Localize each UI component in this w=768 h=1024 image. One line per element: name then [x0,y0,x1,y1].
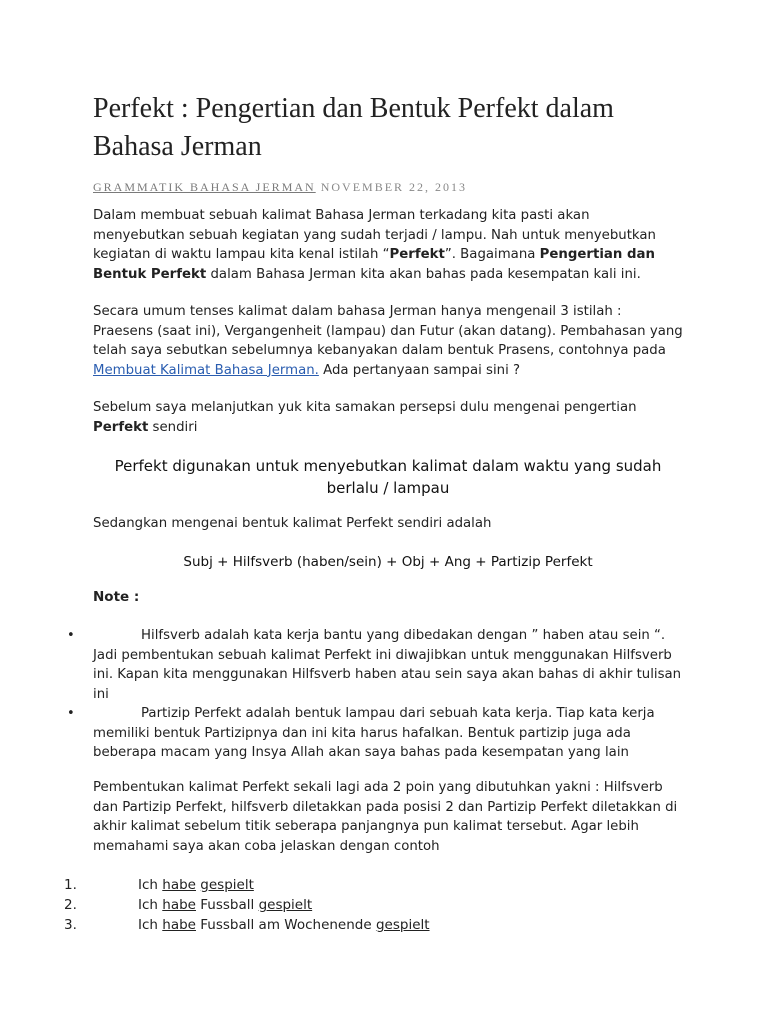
bullet-item [67,704,683,763]
example-subject: Ich [138,917,163,933]
example-subject: Ich [138,877,163,893]
example-number: 1. [64,877,77,893]
intro-text-2: ”. Bagaimana [444,247,540,262]
category-link[interactable]: GRAMMATIK BAHASA JERMAN [93,180,316,194]
tenses-text-1: Secara umum tenses kalimat dalam bahasa Jerman hanya mengenail 3 istilah : Praesens (saat ini), Vergangenheit (lampau) dan Futur (akan datang). Pembahasan yang telah saya sebutkan sebelumnya kebanyakan dalam bentuk Prasens, contohnya pada [93,304,683,358]
bullet-dot-icon: • [67,706,75,721]
example-hilfsverb: habe [162,917,196,933]
intro-bold-1: Perfekt [389,247,445,262]
note-bullets [67,626,683,763]
intro-bold-2: Pengertian dan Bentuk Perfekt [93,247,655,282]
example-subject: Ich [138,897,163,913]
note-label: Note : [93,589,140,605]
before-paragraph [93,398,683,437]
before-bold-1: Perfekt [93,419,149,435]
example-partizip: gespielt [375,917,430,933]
post-date: NOVEMBER 22, 2013 [320,180,468,194]
form-intro: Sedangkan mengenai bentuk kalimat Perfekt sendiri adalah [93,516,492,531]
example-sentence [138,895,312,915]
before-text-1: Sebelum saya melanjutkan yuk kita samakan persepsi dulu mengenai pengertian [93,400,637,415]
related-article-link[interactable]: Membuat Kalimat Bahasa Jerman. [93,362,319,378]
perfekt-formula: Subj + Hilfsverb (haben/sein) + Obj + Ang + Partizip Perfekt [183,554,593,570]
example-number: 3. [64,917,77,933]
example-middle: Fussball am Wochenende [195,917,376,933]
intro-paragraph [93,206,683,284]
bullet-text: Hilfsverb adalah kata kerja bantu yang dibedakan dengan ” haben atau sein “. Jadi pembentukan sebuah kalimat Perfekt ini diwajibkan untuk menggunakan Hilfsverb ini. Kapan kita menggunakan Hilfsverb haben atau sein saya akan bahas di akhir tulisan ini [93,628,682,702]
example-sentence [138,875,254,895]
example-number: 2. [64,897,77,913]
example-middle: Fussball [195,897,259,913]
example-partizip: gespielt [200,877,254,893]
formation-paragraph: Pembentukan kalimat Perfekt sekali lagi ada 2 poin yang dibutuhkan yakni : Hilfsverb dan Partizip Perfekt, hilfsverb diletakkan pada posisi 2 dan Partizip Perfekt diletakkan di akhir kalimat sebelum titik seberapa panjangnya pun kalimat tersebut. Agar lebih memahami saya akan coba jelaskan dengan contoh [93,780,678,854]
example-hilfsverb: habe [162,877,196,893]
bullet-dot-icon: • [67,628,75,643]
article-title: Perfekt : Pengertian dan Bentuk Perfekt dalam Bahasa Jerman [93,93,614,162]
intro-text-1: Dalam membuat sebuah kalimat Bahasa Jerman terkadang kita pasti akan menyebutkan sebuah kegiatan yang sudah terjadi / lampu. Nah untuk menyebutkan kegiatan di waktu lampau kita kenal istilah “ [93,208,656,262]
example-sentence [138,915,430,935]
bullet-text: Partizip Perfekt adalah bentuk lampau dari sebuah kata kerja. Tiap kata kerja memiliki bentuk Partizipnya dan ini kita harus hafalkan. Bentuk partizip juga ada beberapa macam yang Insya Allah akan saya bahas pada kesempatan yang lain [93,706,655,760]
example-partizip: gespielt [258,897,313,913]
definition-callout: Perfekt digunakan untuk menyebutkan kalimat dalam waktu yang sudah berlalu / lampau [114,457,662,497]
bullet-item [67,626,683,704]
article-meta [93,180,467,195]
intro-text-3: dalam Bahasa Jerman kita akan bahas pada kesempatan kali ini. [206,266,641,282]
before-text-2: sendiri [148,419,198,435]
tenses-paragraph [93,302,683,380]
tenses-text-2: Ada pertanyaan sampai sini ? [318,362,521,378]
example-hilfsverb: habe [162,897,196,913]
